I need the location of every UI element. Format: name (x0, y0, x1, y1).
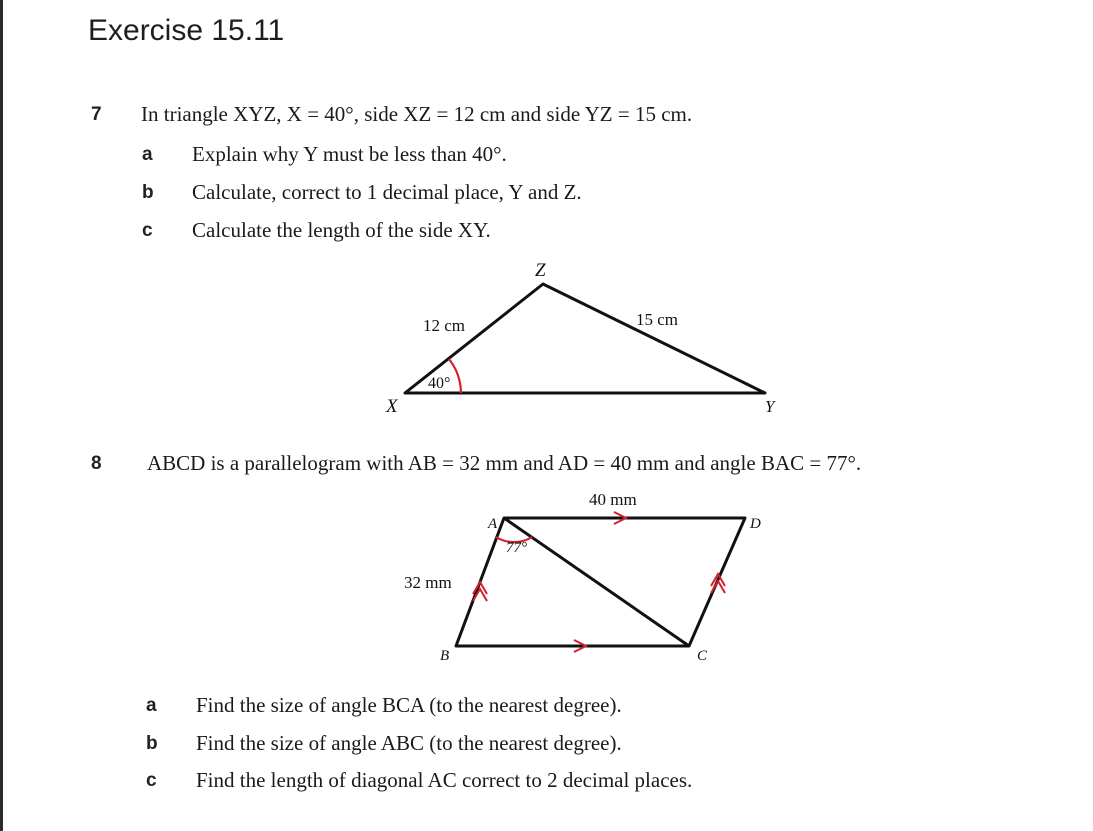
vertex-d-label: D (750, 516, 761, 532)
parallelogram-abcd-outline (456, 518, 745, 646)
question-8-part-b-text: Find the size of angle ABC (to the nearest degree). (196, 731, 622, 755)
question-7-part-c-label: c (142, 220, 153, 241)
question-8-number: 8 (91, 453, 102, 474)
vertex-y-label: Y (765, 397, 775, 416)
side-ab-label: 32 mm (404, 573, 452, 592)
question-7-part-a-text: Explain why Y must be less than 40°. (192, 142, 507, 166)
question-7-number: 7 (91, 104, 102, 125)
side-yz-label: 15 cm (636, 310, 679, 329)
question-7-part-a-label: a (142, 144, 153, 165)
question-8-part-a-label: a (146, 695, 157, 716)
side-xz-label: 12 cm (423, 316, 466, 335)
vertex-z-label: Z (535, 260, 546, 281)
exercise-title: Exercise 15.11 (88, 14, 285, 47)
question-7-stem: In triangle XYZ, X = 40°, side XZ = 12 cm and side YZ = 15 cm. (141, 102, 693, 126)
vertex-c-label: C (697, 648, 708, 664)
question-8-stem: ABCD is a parallelogram with AB = 32 mm and AD = 40 mm and angle BAC = 77°. (147, 451, 862, 475)
vertex-a-label: A (488, 516, 498, 532)
side-ad-label: 40 mm (589, 490, 637, 509)
question-7-part-b-text: Calculate, correct to 1 decimal place, Y and Z. (192, 180, 582, 204)
angle-bac-label: 77° (506, 540, 527, 556)
vertex-b-label: B (440, 648, 450, 664)
vertex-x-label: X (386, 396, 398, 417)
question-8-part-b-label: b (146, 733, 158, 754)
question-8-part-c-text: Find the length of diagonal AC correct to 2 decimal places. (196, 768, 693, 792)
question-7-part-c-text: Calculate the length of the side XY. (192, 218, 491, 242)
question-8-part-c-label: c (146, 770, 157, 791)
angle-x-label: 40° (428, 375, 451, 392)
question-8-part-a-text: Find the size of angle BCA (to the nearest degree). (196, 693, 622, 717)
question-7-part-b-label: b (142, 182, 154, 203)
